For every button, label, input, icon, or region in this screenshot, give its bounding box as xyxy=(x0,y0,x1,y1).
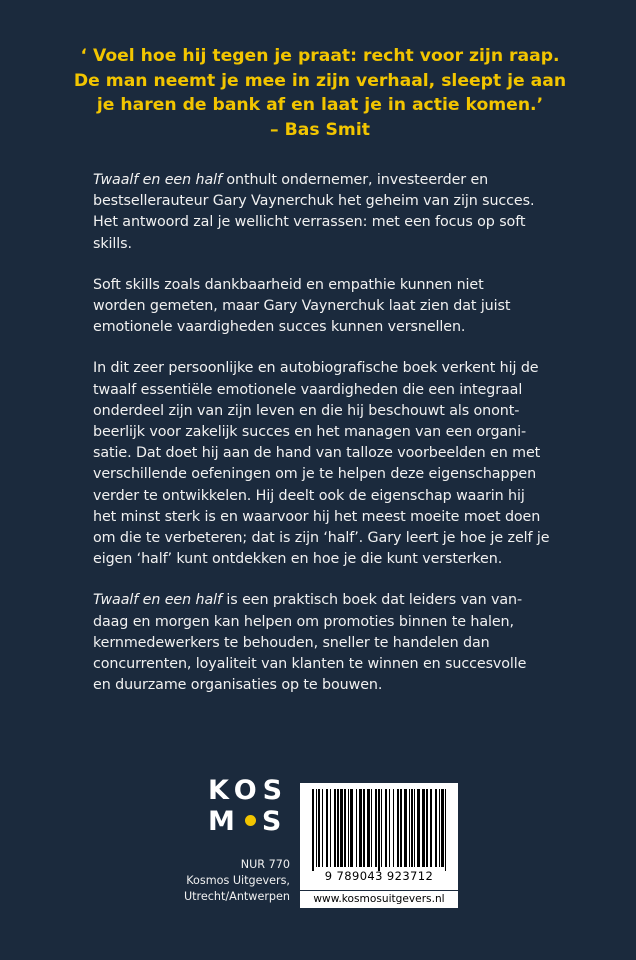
blurb-line-text: concurrenten, loyaliteit van klanten te winnen en succesvolle xyxy=(93,656,527,673)
kosmos-logo xyxy=(208,775,290,837)
publisher-name: Kosmos Uitgevers, xyxy=(186,874,290,887)
blurb-line-text: onthult ondernemer, investeerder en xyxy=(221,172,489,188)
quote-open-mark: ‘ xyxy=(80,46,87,66)
book-title: Twaalf en een half xyxy=(93,592,222,609)
blurb-line xyxy=(93,212,563,233)
blurb-line-text: is een praktisch boek dat leiders van van- xyxy=(221,592,523,609)
imprint xyxy=(160,857,290,905)
blurb-line xyxy=(93,358,563,379)
blurb-line xyxy=(93,549,563,570)
back-cover-quote xyxy=(60,44,580,142)
blurb-line-text: satie. Dat doet hij aan de hand van talloze voorbeelden en met xyxy=(93,445,541,462)
blurb-line xyxy=(93,170,563,191)
blurb-line xyxy=(93,380,563,401)
blurb-line-text: Soft skills zoals dankbaarheid en empathie kunnen niet xyxy=(93,276,484,293)
blurb-line xyxy=(93,633,563,654)
blurb-line xyxy=(93,528,563,549)
blurb-line xyxy=(93,612,563,633)
blurb-line-text: en duurzame organisaties op te bouwen. xyxy=(93,677,383,694)
blurb-text xyxy=(93,170,563,716)
nur-code: NUR 770 xyxy=(240,858,290,871)
blurb-line-text: om die te verbeteren; dat is zijn ‘half’. Gary leert je hoe je zelf je xyxy=(93,530,550,547)
blurb-line-text: onderdeel zijn van zijn leven en die hij beschouwt als onont- xyxy=(93,402,520,419)
isbn-number: 9 789043 923712 xyxy=(324,869,434,883)
publisher-location: Utrecht/Antwerpen xyxy=(183,890,290,903)
blurb-line-text: verder te ontwikkelen. Hij deelt ook de eigenschap waarin hij xyxy=(93,487,525,504)
quote-line-3: je haren de bank af en laat je in actie komen.’ xyxy=(96,95,544,115)
blurb-line-text: daag en morgen kan helpen om promoties binnen te halen, xyxy=(93,613,514,630)
isbn-barcode xyxy=(300,783,458,890)
blurb-line-text: In dit zeer persoonlijke en autobiografische boek verkent hij de xyxy=(93,360,539,377)
blurb-line-text: emotionele vaardigheden succes kunnen versnellen. xyxy=(93,319,466,336)
blurb-line xyxy=(93,486,563,507)
blurb-line-text: bestsellerauteur Gary Vaynerchuk het geheim van zijn succes. xyxy=(93,193,535,210)
blurb-line-text: verschillende oefeningen om je te helpen deze eigenschappen xyxy=(93,466,537,483)
book-title: Twaalf en een half xyxy=(93,172,222,188)
blurb-line-text: worden gemeten, maar Gary Vaynerchuk laat zien dat juist xyxy=(93,298,511,315)
blurb-line-text: beerlijk voor zakelijk succes en het managen van een organi- xyxy=(93,424,527,441)
blurb-line-text: Het antwoord zal je wellicht verrassen: met een focus op soft xyxy=(93,214,526,231)
blurb-paragraph xyxy=(93,358,563,570)
blurb-line xyxy=(93,654,563,675)
logo-row-2: M S xyxy=(208,806,288,837)
quote-line-2: De man neemt je mee in zijn verhaal, sleept je aan xyxy=(73,70,567,91)
quote-line-1: ‘ Voel hoe hij tegen je praat: recht voor zijn raap. xyxy=(80,46,560,66)
blurb-line-text: skills. xyxy=(93,235,132,252)
blurb-line xyxy=(93,464,563,485)
blurb-line xyxy=(93,507,563,528)
logo-row-1: KOS xyxy=(208,775,289,806)
blurb-paragraph xyxy=(93,275,563,339)
publisher-website: www.kosmosuitgevers.nl xyxy=(300,891,458,908)
blurb-line-text: eigen ‘half’ kunt ontdekken en hoe je die kunt versterken. xyxy=(93,551,503,568)
blurb-paragraph xyxy=(93,590,563,696)
blurb-line xyxy=(93,422,563,443)
blurb-line xyxy=(93,275,563,296)
blurb-line xyxy=(93,590,563,611)
blurb-line xyxy=(93,443,563,464)
blurb-line xyxy=(93,401,563,422)
blurb-line xyxy=(93,191,563,212)
blurb-paragraph xyxy=(93,170,563,255)
quote-close-mark: ’ xyxy=(536,95,544,115)
quote-attribution: – Bas Smit xyxy=(270,119,370,140)
blurb-line-text: kernmedewerkers te behouden, sneller te handelen dan xyxy=(93,634,490,651)
blurb-line-text: twaalf essentiële emotionele vaardigheden die een integraal xyxy=(93,381,523,398)
blurb-line xyxy=(93,296,563,317)
blurb-line-text: het minst sterk is en waarvoor hij het meest moeite moet doen xyxy=(93,508,541,525)
logo-dot-icon xyxy=(245,815,256,826)
blurb-line xyxy=(93,675,563,696)
blurb-line xyxy=(93,234,563,255)
blurb-line xyxy=(93,317,563,338)
